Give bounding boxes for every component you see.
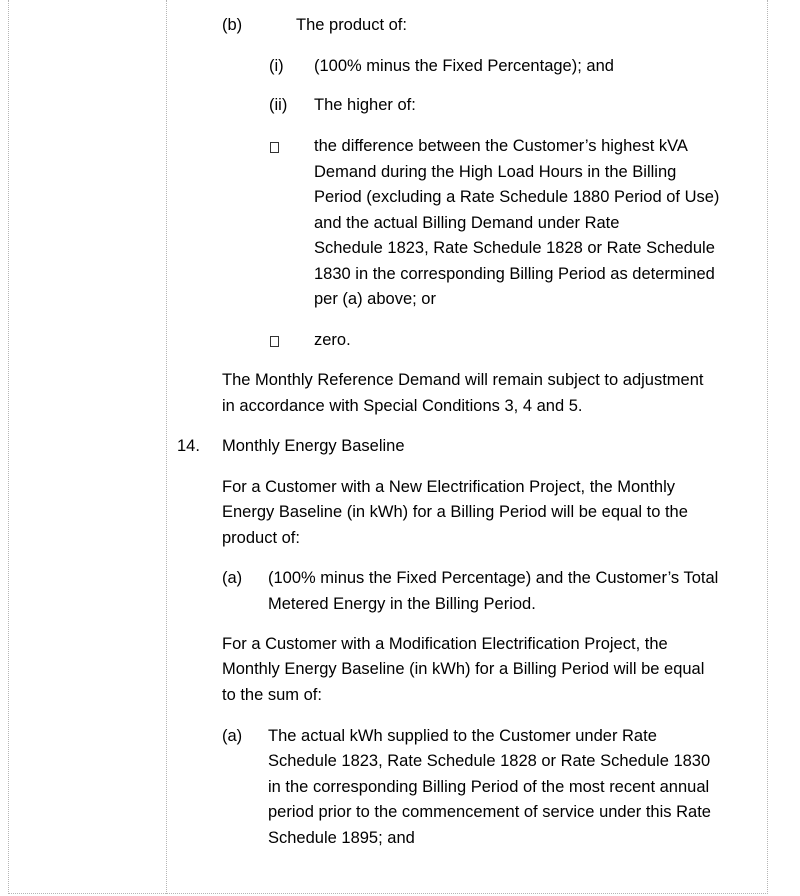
mod-a-line: Schedule 1895; and (268, 829, 415, 847)
section-number: 14. (177, 437, 200, 455)
left-margin-column (8, 0, 167, 894)
mod-a-marker: (a) (222, 727, 243, 745)
bullet1-line: the difference between the Customer’s highest kVA (314, 137, 688, 155)
adjust-para-line: in accordance with Special Conditions 3, 4 and 5. (222, 397, 583, 415)
document-body (168, 0, 768, 894)
bullet1-line: Demand during the High Load Hours in the Billing (314, 163, 677, 181)
new-a-line: Metered Energy in the Billing Period. (268, 595, 536, 613)
bullet1-line: 1830 in the corresponding Billing Period as determined (314, 265, 715, 283)
new-project-line: product of: (222, 529, 300, 547)
new-a-line: (100% minus the Fixed Percentage) and the Customer’s Total (268, 569, 719, 587)
bullet1-line: Period (excluding a Rate Schedule 1880 Period of Use) (314, 188, 720, 206)
item-b-text: The product of: (296, 16, 407, 34)
item-ii-text: The higher of: (314, 96, 416, 114)
item-ii-marker: (ii) (269, 96, 288, 114)
item-i-text: (100% minus the Fixed Percentage); and (314, 57, 614, 75)
mod-project-line: Monthly Energy Baseline (in kWh) for a Billing Period will be equal (222, 660, 705, 678)
bullet1-line: Schedule 1823, Rate Schedule 1828 or Rate Schedule (314, 239, 715, 257)
bullet1-line: and the actual Billing Demand under Rate (314, 214, 620, 232)
new-a-marker: (a) (222, 569, 243, 587)
new-project-line: For a Customer with a New Electrification Project, the Monthly (222, 478, 676, 496)
item-b-marker: (b) (222, 16, 243, 34)
bullet2-text: zero. (314, 331, 351, 349)
mod-a-line: Schedule 1823, Rate Schedule 1828 or Rate Schedule 1830 (268, 752, 711, 770)
item-i-marker: (i) (269, 57, 284, 75)
bullet-box-icon (270, 336, 279, 347)
bullet-box-icon (270, 142, 279, 153)
mod-a-line: in the corresponding Billing Period of the most recent annual (268, 778, 710, 796)
new-project-line: Energy Baseline (in kWh) for a Billing Period will be equal to the (222, 503, 688, 521)
section-title: Monthly Energy Baseline (222, 437, 405, 455)
bullet1-line: per (a) above; or (314, 290, 436, 308)
mod-project-line: For a Customer with a Modification Electrification Project, the (222, 635, 668, 653)
mod-a-line: The actual kWh supplied to the Customer under Rate (268, 727, 657, 745)
mod-a-line: period prior to the commencement of service under this Rate (268, 803, 711, 821)
adjust-para-line: The Monthly Reference Demand will remain subject to adjustment (222, 371, 704, 389)
mod-project-line: to the sum of: (222, 686, 322, 704)
